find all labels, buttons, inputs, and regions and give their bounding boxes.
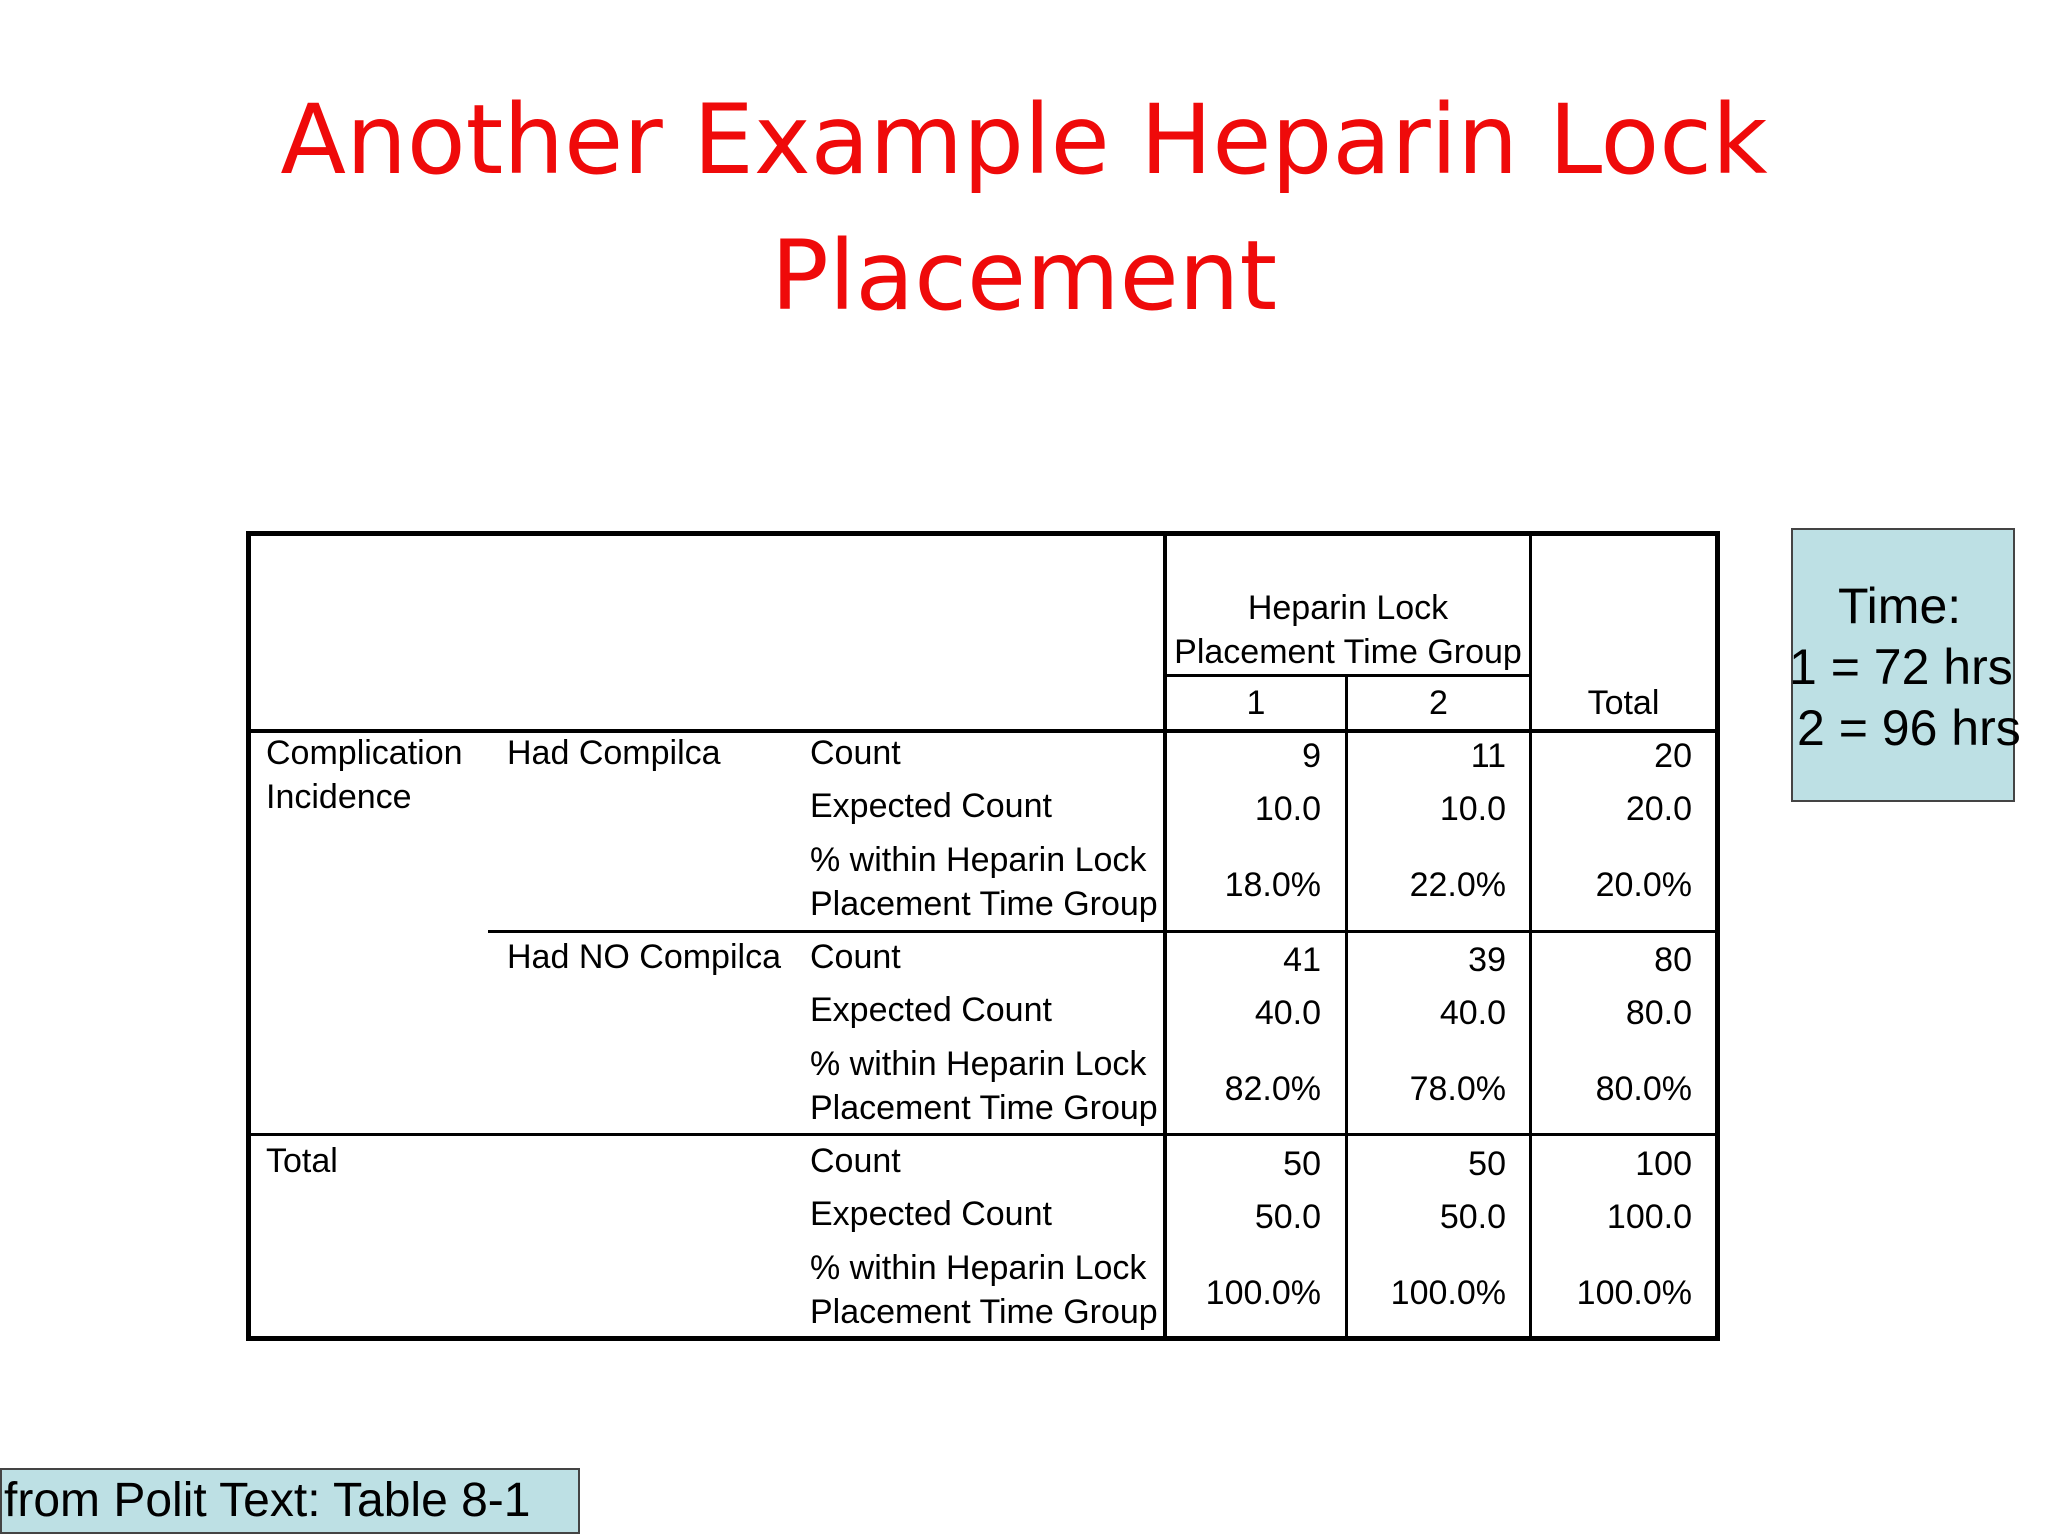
table-cell: 40.0 (1439, 994, 1506, 1032)
table-cell: 100.0% (1576, 1274, 1692, 1312)
table-cell: 11 (1470, 737, 1506, 775)
table-cell: 20.0% (1595, 866, 1692, 904)
time-legend-note (1789, 528, 2021, 802)
stat-label-expected: Expected Count (810, 787, 1052, 825)
stat-label-pct-line-1: % within Heparin Lock (810, 841, 1147, 879)
table-cell: 80 (1654, 941, 1692, 979)
stat-label-pct (810, 1042, 1158, 1130)
table-cell: 41 (1283, 941, 1321, 979)
table-cell: 100.0 (1606, 1198, 1692, 1236)
stat-label-expected: Expected Count (810, 991, 1052, 1029)
col-header-total: Total (1587, 684, 1660, 722)
table-cell: 50 (1468, 1145, 1506, 1183)
table-cell: 18.0% (1224, 866, 1321, 904)
table-cell: 50 (1283, 1145, 1321, 1183)
crosstab-table (246, 531, 1720, 1341)
table-cell: 20.0 (1625, 790, 1692, 828)
stat-label-count: Count (810, 938, 901, 976)
stat-label-pct (810, 1246, 1158, 1334)
table-cell: 20 (1654, 737, 1692, 775)
stat-label-pct-line-1: % within Heparin Lock (810, 1045, 1147, 1083)
category-label-1: Had Compilca (507, 734, 721, 772)
header-subrule (1166, 674, 1531, 677)
table-cell: 100.0% (1205, 1274, 1321, 1312)
table-cell: 100.0% (1390, 1274, 1506, 1312)
slide-title-line-1: Another Example Heparin Lock (280, 84, 1768, 196)
col-header-2: 2 (1429, 684, 1448, 722)
slide-title-line-2: Placement (770, 220, 1278, 332)
stat-label-pct-line-1: % within Heparin Lock (810, 1249, 1147, 1287)
table-cell: 80.0% (1595, 1070, 1692, 1108)
table-cell: 50.0 (1254, 1198, 1321, 1236)
table-cell: 80.0 (1625, 994, 1692, 1032)
stat-label-expected: Expected Count (810, 1195, 1052, 1233)
row-variable-label (266, 731, 463, 819)
total-divider-rule (251, 1133, 1715, 1136)
table-cell: 9 (1302, 737, 1321, 775)
stat-label-count: Count (810, 1142, 901, 1180)
legend-line-1: Time: (1838, 578, 1962, 634)
stat-label-pct-line-2: Placement Time Group (810, 1089, 1158, 1127)
table-cell: 50.0 (1439, 1198, 1506, 1236)
row-variable-label-line-1: Complication (266, 734, 463, 772)
total-row-label: Total (266, 1142, 338, 1180)
table-cell: 10.0 (1254, 790, 1321, 828)
stat-label-pct (810, 838, 1158, 926)
table-cell: 100 (1635, 1145, 1692, 1183)
category-label-2: Had NO Compilca (507, 938, 781, 976)
stat-label-pct-line-2: Placement Time Group (810, 885, 1158, 923)
table-cell: 78.0% (1409, 1070, 1506, 1108)
table-cell: 40.0 (1254, 994, 1321, 1032)
col-group-header-line-1: Heparin Lock (1247, 589, 1449, 627)
col-group-header-line-2: Placement Time Group (1174, 633, 1522, 671)
header-bottom-rule (251, 729, 1715, 733)
stat-label-pct-line-2: Placement Time Group (810, 1293, 1158, 1331)
table-cell: 10.0 (1439, 790, 1506, 828)
table-cell: 22.0% (1409, 866, 1506, 904)
col-header-1: 1 (1246, 684, 1266, 722)
legend-line-2: 1 = 72 hrs (1789, 639, 2013, 695)
row-variable-label-line-2: Incidence (266, 778, 412, 816)
legend-line-3: 2 = 96 hrs (1797, 700, 2021, 756)
source-note: from Polit Text: Table 8-1 (0, 1468, 580, 1534)
stat-label-count: Count (810, 734, 901, 772)
table-cell: 39 (1468, 941, 1506, 979)
table-cell: 82.0% (1224, 1070, 1321, 1108)
slide-title (0, 72, 2048, 344)
col-group-header (1167, 586, 1529, 674)
